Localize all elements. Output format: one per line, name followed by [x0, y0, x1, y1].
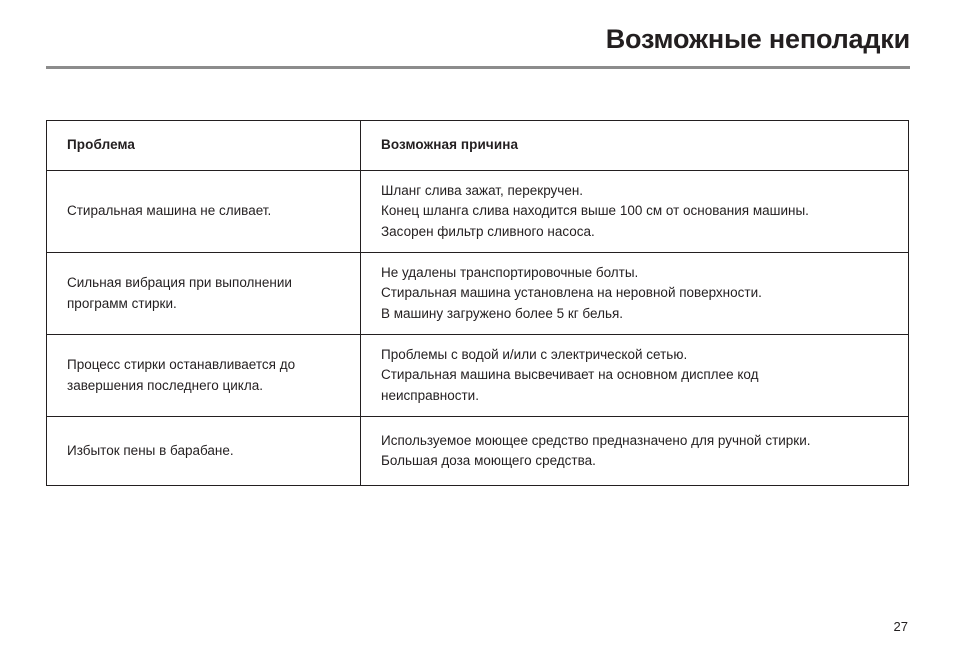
cell-line: Не удалены транспортировочные болты. [381, 264, 639, 280]
cell-problem [47, 417, 361, 486]
cell-line-list [381, 431, 908, 472]
cell-line-list [381, 345, 908, 407]
column-header-problem: Проблема [47, 121, 361, 171]
cell-line-list [381, 181, 908, 243]
cell-line: Конец шланга слива находится выше 100 см от основания машины. [381, 203, 809, 219]
page-number: 27 [893, 619, 908, 634]
cell-line: Избыток пены в барабане. [67, 442, 234, 458]
cell-line-list [381, 263, 908, 325]
table-row [47, 171, 909, 253]
cell-line: Большая доза моющего средства. [381, 453, 596, 468]
table-header-row [47, 121, 909, 171]
troubleshooting-table [46, 120, 909, 486]
cell-line: программ стирки. [67, 295, 177, 311]
table-header [47, 121, 909, 171]
cell-cause [361, 335, 909, 417]
cell-line-list [67, 441, 360, 462]
cell-problem [47, 335, 361, 417]
cell-line-list [67, 355, 360, 396]
cell-line-list [67, 201, 360, 222]
cell-line: Используемое моющее средство предназначено для ручной стирки. [381, 432, 811, 448]
cell-line: Шланг слива зажат, перекручен. [381, 182, 584, 198]
cell-line: Стиральная машина установлена на неровной поверхности. [381, 285, 762, 301]
cell-problem [47, 171, 361, 253]
cell-line-list [67, 273, 360, 314]
cell-line: Стиральная машина не сливает. [67, 203, 272, 219]
table-row [47, 335, 909, 417]
cell-line: Проблемы с водой и/или с электрической сетью. [381, 346, 688, 362]
cell-cause [361, 171, 909, 253]
table-row [47, 253, 909, 335]
cell-line: Засорен фильтр сливного насоса. [381, 223, 595, 239]
cell-line: В машину загружено более 5 кг белья. [381, 305, 624, 321]
page-header [46, 22, 910, 56]
table-row [47, 417, 909, 486]
cell-line: Процесс стирки останавливается до [67, 357, 296, 372]
header-divider [46, 66, 910, 69]
table-body [47, 171, 909, 486]
cell-cause [361, 417, 909, 486]
cell-cause [361, 253, 909, 335]
cell-line: Стиральная машина высвечивает на основном дисплее код [381, 367, 759, 383]
column-header-cause: Возможная причина [361, 121, 909, 171]
cell-line: Сильная вибрация при выполнении [67, 275, 292, 290]
cell-line: завершения последнего цикла. [67, 377, 263, 393]
cell-line: неисправности. [381, 387, 479, 403]
cell-problem [47, 253, 361, 335]
page-title: Возможные неполадки [605, 24, 910, 54]
